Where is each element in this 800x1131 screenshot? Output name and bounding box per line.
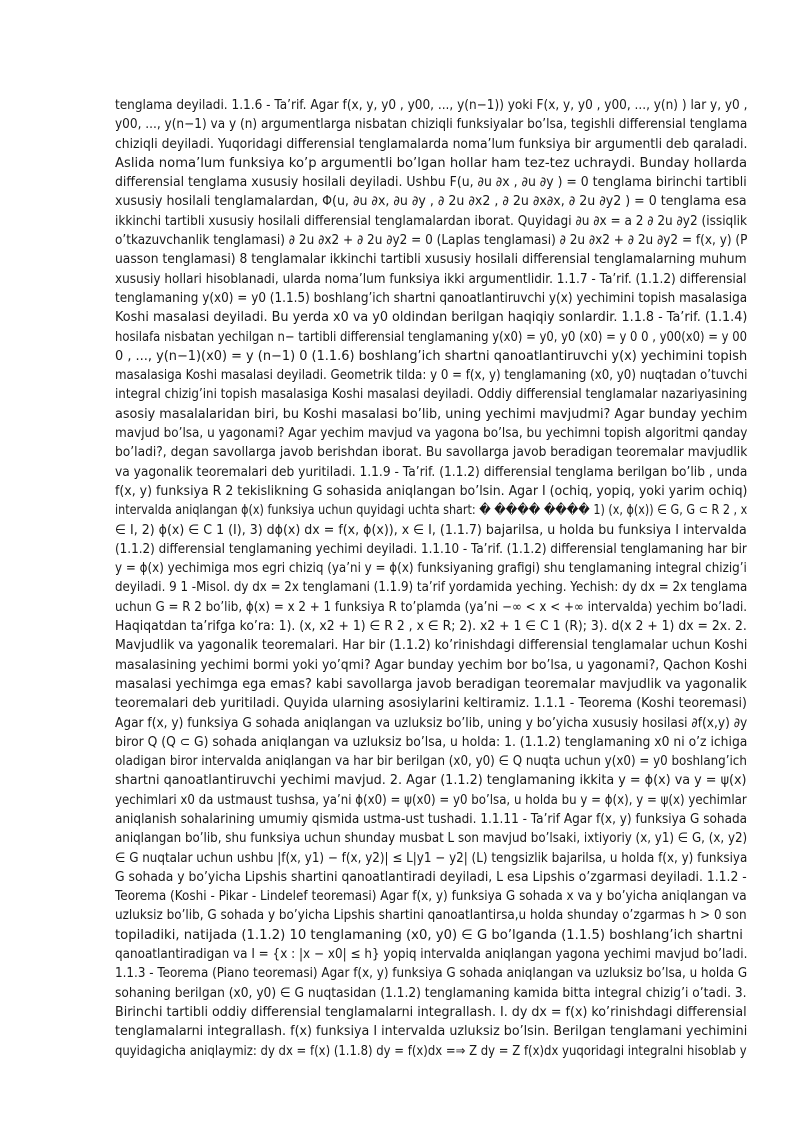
text-line: oladigan biror intervalda aniqlangan va har bir berilgan (x0, y0) ∈ Q nuqta uchun y(x0) = y0 boshlang’ich: [115, 754, 747, 770]
text-line: masalasi yechimga ega emas? kabi savollarga javob beradigan teoremalar mavjudlik va yagonalik: [115, 676, 747, 692]
text-line: tenglamaning y(x0) = y0 (1.1.5) boshlang’ich shartni qanoatlantiruvchi y(x) yechimini topish masalasiga: [115, 290, 748, 306]
text-line: uasson tenglamasi) 8 tenglamalar ikkinchi tartibli xususiy hosilali differensial tenglamalarning muhum: [115, 252, 747, 268]
text-line: uzluksiz bo’lib, G sohada y bo’yicha Lipshis shartini qanoatlantirsa,u holda shunday o’zgarmas h > 0 son: [115, 908, 747, 924]
text-line: tenglamalarni integrallash. f(x) funksiya I intervalda uzluksiz bo’lsin. Berilgan tenglamani yechimini: [115, 1024, 748, 1040]
text-line: chiziqli deyiladi. Yuqoridagi differensial tenglamalarda noma’lum funksiya bir argumentli deb qaraladi.: [115, 136, 748, 152]
text-line: Birinchi tartibli oddiy differensial tenglamalarni integrallash. I. dy dx = f(x) ko’rinishdagi differensial: [115, 1004, 747, 1020]
text-line: va yagonalik teoremalari deb yuritiladi. 1.1.9 - Ta’rif. (1.1.2) differensial tenglama berilgan bo’lib , unda: [115, 464, 748, 480]
text-line: Teorema (Koshi - Pikar - Lindelef teoremasi) Agar f(x, y) funksiya G sohada x va y bo’yicha aniqlangan va: [115, 889, 747, 905]
text-line: quyidagicha aniqlaymiz: dy dx = f(x) (1.1.8) dy = f(x)dx =⇒ Z dy = Z f(x)dx yuqoridagi integralni hisoblab y: [115, 1043, 747, 1059]
body-text: [115, 96, 748, 1061]
text-line: G sohada y bo’yicha Lipshis shartini qanoatlantiradi deyiladi, L esa Lipshis o’zgarmasi deyiladi. 1.1.2 -: [115, 869, 747, 885]
text-line: shartni qanoatlantiruvchi yechimi mavjud. 2. Agar (1.1.2) tenglamaning ikkita y = ϕ(x) va y = ψ(x): [115, 773, 747, 789]
text-line: deyiladi. 9 1 -Misol. dy dx = 2x tenglamani (1.1.9) ta’rif yordamida yeching. Yechish: dy dx = 2x tenglama: [115, 580, 748, 596]
text-line: intervalda aniqlangan ϕ(x) funksiya uchun quyidagi uchta shart: � ���� ���� 1) (x, ϕ(x)) ∈ G, G ⊂ R 2 , x: [115, 503, 748, 519]
text-line: bo’ladi?, degan savollarga javob berishdan iborat. Bu savollarga javob beradigan teoremalar mavjudlik: [115, 445, 748, 461]
text-line: sohaning berilgan (x0, y0) ∈ G nuqtasidan (1.1.2) tenglamaning kamida bitta integral chizig’i o’tadi. 3.: [115, 985, 747, 1001]
text-line: topiladiki, natijada (1.1.2) 10 tenglamaning (x0, y0) ∈ G bo’lganda (1.1.5) boshlang’ich shartni: [115, 927, 743, 943]
text-line: y = ϕ(x) yechimiga mos egri chiziq (ya’ni y = ϕ(x) funksiyaning grafigi) shu tenglamaning integral chizig’i: [115, 561, 747, 577]
text-line: Agar f(x, y) funksiya G sohada aniqlangan va uzluksiz bo’lib, uning y bo’yicha xususiy hosilasi ∂f(x,y) ∂y: [115, 715, 748, 731]
text-line: integral chizig’ini topish masalasiga Koshi masalasi deyiladi. Oddiy differensial tenglamalar nazariyasining: [115, 387, 748, 403]
text-line: aniqlanish sohalarining umumiy qismida ustma-ust tushadi. 1.1.11 - Ta’rif Agar f(x, y) funksiya G sohada: [115, 811, 748, 827]
text-line: biror Q (Q ⊂ G) sohada aniqlangan va uzluksiz bo’lsa, u holda: 1. (1.1.2) tenglamaning x0 ni o’z ichiga: [115, 734, 748, 750]
text-line: aniqlangan bo’lib, shu funksiya uchun shunday musbat L son mavjud bo’lsaki, ixtiyoriy (x, y1) ∈ G, (x, y2): [115, 831, 748, 847]
text-line: ∈ G nuqtalar uchun ushbu |f(x, y1) − f(x, y2)| ≤ L|y1 − y2| (L) tengsizlik bajarilsa, u holda f(x, y) funksiya: [115, 850, 748, 866]
text-line: ikkinchi tartibli xususiy hosilali differensial tenglamalardan iborat. Quyidagi ∂u ∂x = a 2 ∂ 2u ∂y2 (issiqlik: [115, 213, 747, 229]
text-line: xususiy hosilali tenglamalardan, Φ(u, ∂u ∂x, ∂u ∂y , ∂ 2u ∂x2 , ∂ 2u ∂x∂x, ∂ 2u ∂y2 ) = 0 tenglama esa: [115, 194, 747, 210]
text-line: 0 , ..., y(n−1)(x0) = y (n−1) 0 (1.1.6) boshlang’ich shartni qanoatlantiruvchi y(x) yechimini topish: [115, 348, 748, 364]
text-line: uchun G = R 2 bo’lib, ϕ(x) = x 2 + 1 funksiya R to’plamda (ya’ni −∞ < x < +∞ intervalda) yechim bo’ladi.: [115, 599, 748, 615]
text-line: f(x, y) funksiya R 2 tekislikning G sohasida aniqlangan bo’lsin. Agar I (ochiq, yopiq, yoki yarim ochiq): [115, 483, 748, 499]
text-line: tenglama deyiladi. 1.1.6 - Ta’rif. Agar f(x, y, y0 , y00, ..., y(n−1)) yoki F(x, y, y0 , y00, ..., y(n) ) lar y, y0 ,: [115, 98, 748, 113]
text-line: asosiy masalalaridan biri, bu Koshi masalasi bo’lib, uning yechimi mavjudmi? Agar bunday yechim: [115, 406, 748, 422]
text-line: differensial tenglama xususiy hosilali deyiladi. Ushbu F(u, ∂u ∂x , ∂u ∂y ) = 0 tenglama birinchi tartibli: [115, 175, 747, 191]
text-line: Koshi masalasi deyiladi. Bu yerda x0 va y0 oldindan berilgan haqiqiy sonlardir. 1.1.8 - Ta’rif. (1.1.4): [115, 310, 748, 326]
text-line: (1.1.2) differensial tenglamaning yechimi deyiladi. 1.1.10 - Ta’rif. (1.1.2) differensial tenglamaning har bir: [115, 541, 747, 557]
text-line: mavjud bo’lsa, u yagonami? Agar yechim mavjud va yagona bo’lsa, bu yechimni topish algoritmi qanday: [115, 426, 748, 442]
text-line: hosilafa nisbatan yechilgan n− tartibli differensial tenglamaning y(x0) = y0, y0 (x0) = y 0 0 , y00(x0) = y 00: [115, 329, 747, 345]
text-line: masalasining yechimi bormi yoki yo’qmi? Agar bunday yechim bor bo’lsa, u yagonami?, Qachon Koshi: [115, 657, 748, 673]
text-line: ∈ I, 2) ϕ(x) ∈ C 1 (I), 3) dϕ(x) dx = f(x, ϕ(x)), x ∈ I, (1.1.7) bajarilsa, u holda bu funksiya I intervalda: [115, 522, 747, 538]
text-line: y00, ..., y(n−1) va y (n) argumentlarga nisbatan chiziqli funksiyalar bo’lsa, tegishli differensial tenglama: [115, 117, 748, 133]
text-line: Aslida noma’lum funksiya ko’p argumentli bo’lgan hollar ham tez-tez uchraydi. Bunday hollarda: [115, 155, 748, 171]
text-line: Haqiqatdan ta’rifga ko’ra: 1). (x, x2 + 1) ∈ R 2 , x ∈ R; 2). x2 + 1 ∈ C 1 (R); 3). d(x 2 + 1) dx = 2x. 2.: [115, 619, 747, 635]
text-line: masalasiga Koshi masalasi deyiladi. Geometrik tilda: y 0 = f(x, y) tenglamaning (x0, y0) nuqtadan o’tuvchi: [115, 368, 748, 384]
text-line: qanoatlantiradigan va I = {x : |x − x0| ≤ h} yopiq intervalda aniqlangan yagona yechimi mavjud bo’ladi.: [115, 947, 748, 963]
text-line: o’tkazuvchanlik tenglamasi) ∂ 2u ∂x2 + ∂ 2u ∂y2 = 0 (Laplas tenglamasi) ∂ 2u ∂x2 + ∂ 2u ∂y2 = f(x, y) (P: [115, 233, 748, 249]
text-line: yechimlari x0 da ustmaust tushsa, ya’ni ϕ(x0) = ψ(x0) = y0 bo’lsa, u holda bu y = ϕ(x), y = ψ(x) yechimlar: [115, 792, 747, 808]
text-line: xususiy hollari hisoblanadi, ularda noma’lum funksiya ikki argumentlidir. 1.1.7 - Ta’rif. (1.1.2) differensial: [115, 271, 747, 287]
text-line: teoremalari deb yuritiladi. Quyida ularning asosiylarini keltiramiz. 1.1.1 - Teorema (Koshi teoremasi): [115, 696, 747, 712]
text-line: 1.1.3 - Teorema (Piano teoremasi) Agar f(x, y) funksiya G sohada aniqlangan va uzluksiz bo’lsa, u holda G: [115, 966, 748, 982]
text-line: Mavjudlik va yagonalik teoremalari. Har bir (1.1.2) ko’rinishdagi differensial tenglamalar uchun Koshi: [115, 638, 748, 654]
